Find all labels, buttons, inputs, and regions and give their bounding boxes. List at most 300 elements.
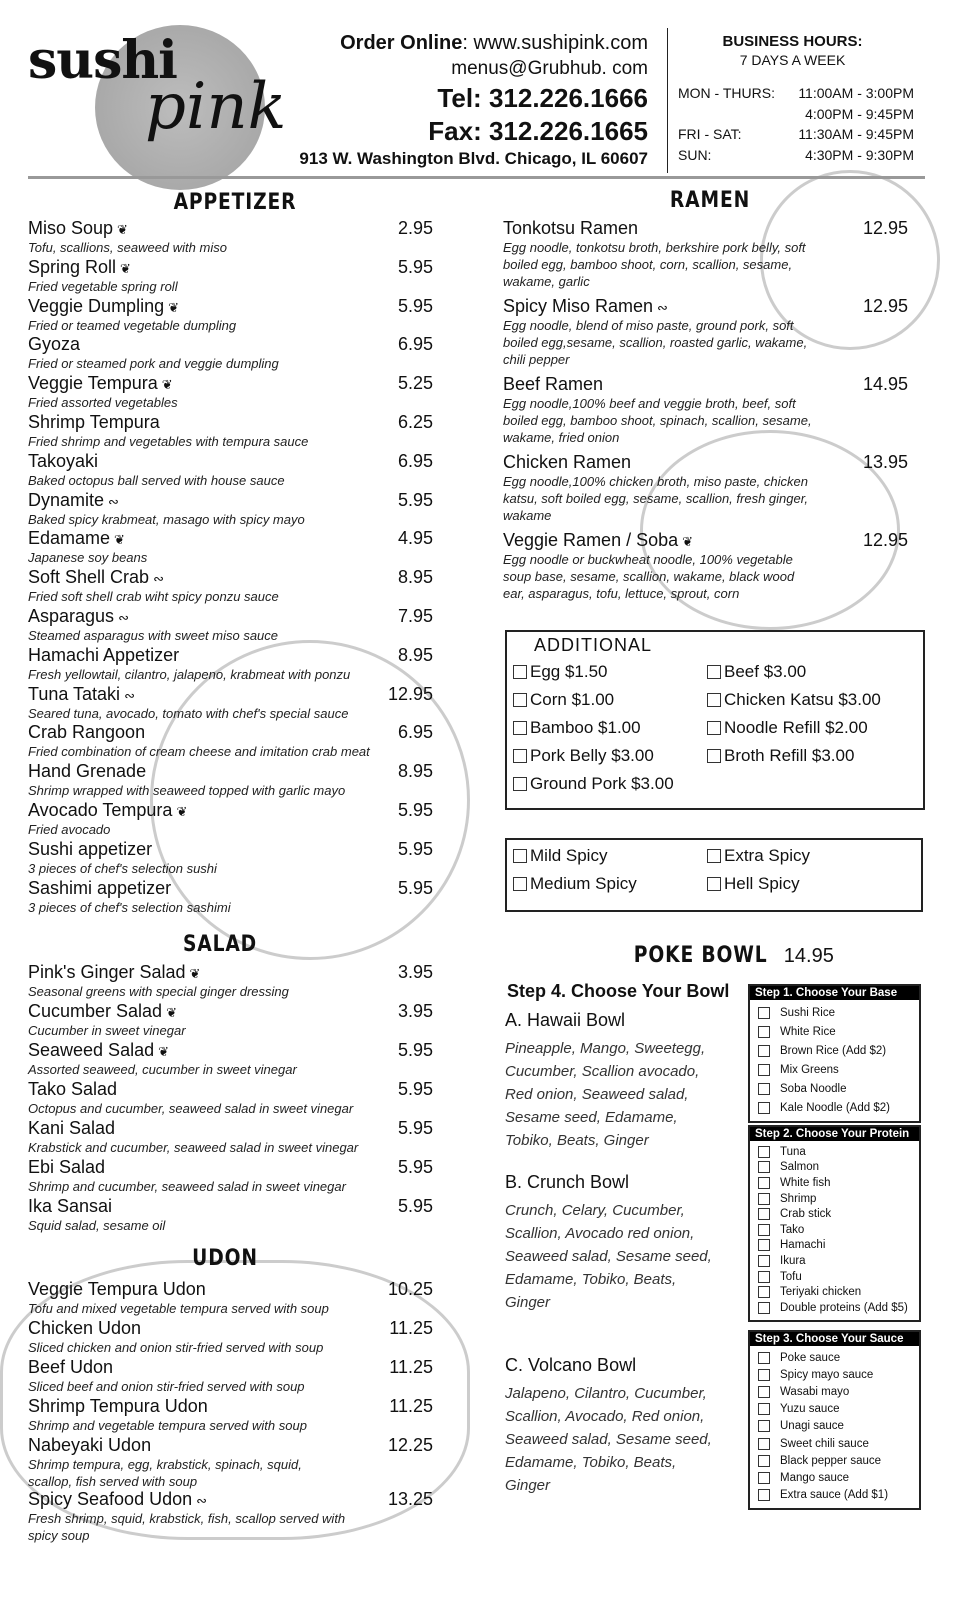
item-name: Shrimp Tempura Udon [28, 1396, 208, 1416]
step-option[interactable] [750, 1191, 919, 1207]
order-online-label: Order Online [340, 32, 463, 54]
bowl-option[interactable] [505, 1355, 712, 1497]
step-option-label: Tofu [780, 1270, 802, 1283]
bowl-ingredients: Ginger [505, 1477, 551, 1494]
bowl-ingredients: Crunch, Celary, Cucumber, [505, 1202, 685, 1219]
salad-title: SALAD [182, 932, 258, 957]
step-option-label: Shrimp [780, 1192, 817, 1205]
menu-item[interactable] [28, 1357, 433, 1395]
menu-item[interactable] [28, 528, 433, 566]
additional-option[interactable] [707, 718, 868, 738]
step-option-label: Extra sauce (Add $1) [780, 1489, 889, 1502]
checkbox[interactable] [758, 1386, 770, 1398]
item-price: 12.95 [387, 683, 433, 704]
step-option-label: Kale Noodle (Add $2) [780, 1101, 890, 1114]
menu-item[interactable] [28, 878, 433, 916]
item-description: Krabstick and cucumber, seaweed salad in sweet vinegar [28, 1140, 359, 1155]
step-option[interactable] [750, 1452, 919, 1469]
item-price: 5.25 [397, 373, 433, 394]
additional-title: ADDITIONAL [534, 635, 653, 655]
menu-item[interactable] [503, 374, 908, 446]
item-description: Egg noodle, tonkotsu broth, berkshire pork belly, soft boiled egg, bamboo shoot, corn, scallion, sesame, wakame, garlic [503, 240, 806, 289]
menu-item[interactable] [28, 257, 433, 295]
item-name: Shrimp Tempura [28, 412, 160, 432]
hours-row [678, 126, 914, 147]
item-description: Tofu, scallions, seaweed with miso [28, 240, 227, 255]
item-name: Nabeyaki Udon [28, 1435, 152, 1455]
item-description: Fried assorted vegetables [28, 395, 178, 411]
step-option[interactable] [750, 1041, 919, 1060]
additional-option-label: Egg $1.50 [530, 662, 608, 681]
step-option[interactable] [750, 1253, 919, 1269]
item-price: 12.25 [387, 1435, 433, 1455]
item-description: Shrimp tempura, egg, krabstick, spinach, squid, scallop, fish served with soup [28, 1457, 302, 1489]
item-price: 10.25 [387, 1279, 433, 1299]
item-name: Avocado Tempura ❦ [28, 800, 188, 820]
checkbox[interactable] [758, 1208, 770, 1220]
step-option[interactable] [750, 1175, 919, 1191]
item-price: 12.95 [862, 296, 908, 316]
leaf-icon: ❦ [166, 1005, 177, 1020]
bowl-ingredients: Cucumber, Scallion avocado, [505, 1063, 700, 1080]
item-price: 11.25 [389, 1396, 433, 1416]
item-name: Asparagus ∾ [28, 606, 129, 626]
step-option-label: Hamachi [780, 1239, 826, 1252]
item-description: Sliced chicken and onion stir-fried served with soup [28, 1340, 324, 1355]
logo-sushi: sushi [28, 30, 177, 91]
checkbox[interactable] [513, 849, 527, 863]
header-divider [667, 28, 668, 173]
leaf-icon: ❦ [120, 260, 131, 276]
item-description: Fried shrimp and vegetables with tempura sauce [28, 434, 309, 449]
additional-option-label: Bamboo $1.00 [530, 718, 641, 737]
checkbox[interactable] [758, 1045, 770, 1057]
leaf-icon: ❦ [682, 534, 694, 549]
order-online [340, 32, 648, 55]
item-name: Spring Roll ❦ [28, 256, 131, 277]
step-option-label: Salmon [780, 1161, 819, 1174]
additional-option-label: Beef $3.00 [724, 662, 807, 681]
menu-item[interactable] [28, 606, 433, 644]
hours-time: 11:00AM - 3:00PM [798, 85, 914, 101]
chili-pepper-icon: ∾ [657, 300, 668, 315]
step-option[interactable] [750, 1098, 919, 1117]
checkbox[interactable] [758, 1224, 770, 1236]
item-price: 2.95 [397, 218, 433, 238]
step-option-label: Black pepper sauce [780, 1454, 882, 1467]
step-title: Step 3. Choose Your Sauce [750, 1332, 919, 1346]
item-price: 3.95 [397, 1001, 433, 1021]
menu-item[interactable] [28, 218, 433, 256]
menu-item[interactable] [28, 1279, 433, 1317]
step-option-label: Sweet chili sauce [780, 1437, 869, 1450]
checkbox[interactable] [758, 1352, 770, 1364]
item-price: 7.95 [397, 606, 433, 626]
item-name: Crab Rangoon [28, 722, 146, 743]
item-description: Sliced beef and onion stir-fried served with soup [28, 1379, 305, 1394]
step-option[interactable] [750, 1003, 919, 1022]
item-description: Baked octopus ball served with house sauce [28, 472, 285, 488]
item-description: Assorted seaweed, cucumber in sweet vinegar [28, 1062, 297, 1077]
bowl-ingredients: Scallion, Avocado red onion, [505, 1225, 695, 1242]
checkbox[interactable] [707, 749, 721, 763]
item-description: Fried combination of cream cheese and imitation crab meat [28, 744, 370, 760]
hours-row [678, 85, 914, 106]
item-description: Fresh yellowtail, cilantro, jalapeno, krabmeat with ponzu [28, 666, 351, 682]
checkbox[interactable] [758, 1420, 770, 1432]
checkbox[interactable] [758, 1286, 770, 1298]
step-option[interactable] [750, 1487, 919, 1504]
checkbox[interactable] [707, 721, 721, 735]
bowl-name: B. Crunch Bowl [505, 1172, 630, 1192]
spice-option-label: Hell Spicy [724, 874, 800, 893]
checkbox[interactable] [513, 721, 527, 735]
menu-item[interactable] [28, 412, 433, 450]
additional-option[interactable] [513, 746, 654, 766]
chili-pepper-icon: ∾ [124, 687, 135, 703]
item-price: 6.95 [397, 722, 433, 743]
step-option[interactable] [750, 1366, 919, 1383]
hours-row [678, 106, 914, 127]
leaf-icon: ❦ [161, 377, 173, 393]
menu-item[interactable] [503, 218, 908, 290]
step-option[interactable] [750, 1160, 919, 1176]
step-option-label: Double proteins (Add $5) [780, 1301, 908, 1314]
item-name: Takoyaki [28, 450, 99, 471]
step-option-label: Mix Greens [780, 1063, 839, 1076]
item-description: 3 pieces of chef's selection sushi [28, 860, 217, 876]
item-name: Sushi appetizer [28, 838, 153, 859]
item-price: 5.95 [397, 800, 433, 820]
item-description: Octopus and cucumber, seaweed salad in sweet vinegar [28, 1101, 354, 1116]
item-price: 12.95 [862, 218, 908, 238]
poke-step-box [748, 984, 921, 1123]
menu-item[interactable] [28, 1001, 433, 1039]
menu-item[interactable] [28, 1435, 433, 1490]
item-name: Dynamite ∾ [28, 489, 119, 510]
additional-option-label: Corn $1.00 [530, 690, 615, 709]
checkbox[interactable] [758, 1064, 770, 1076]
checkbox[interactable] [758, 1438, 770, 1450]
item-name: Sashimi appetizer [28, 877, 172, 898]
hours-time: 4:00PM - 9:45PM [805, 105, 914, 122]
item-description: Seasonal greens with special ginger dressing [28, 984, 289, 999]
menu-item[interactable] [28, 645, 433, 683]
additional-option-label: Pork Belly $3.00 [530, 746, 654, 765]
item-price: 5.95 [397, 877, 433, 898]
item-name: Pink's Ginger Salad ❦ [28, 962, 201, 982]
step-option[interactable] [750, 1144, 919, 1160]
step-options [750, 1000, 919, 1121]
additional-option[interactable] [513, 718, 641, 738]
checkbox[interactable] [513, 693, 527, 707]
item-name: Gyoza [28, 334, 81, 355]
step-option-label: White fish [780, 1176, 831, 1189]
checkbox[interactable] [513, 877, 527, 891]
bowl-ingredients: Jalapeno, Cilantro, Cucumber, [505, 1385, 707, 1402]
menu-item[interactable] [28, 1396, 433, 1434]
menu-item[interactable] [28, 567, 433, 605]
menu-item[interactable] [28, 800, 433, 838]
item-price: 5.95 [397, 838, 433, 859]
spice-option-label: Medium Spicy [530, 874, 637, 893]
menu-item[interactable] [28, 1040, 433, 1078]
item-description: Squid salad, sesame oil [28, 1218, 166, 1233]
menu-item[interactable] [28, 1489, 433, 1544]
item-price: 5.95 [397, 295, 433, 316]
bowl-name: A. Hawaii Bowl [505, 1010, 626, 1030]
step-option[interactable] [750, 1435, 919, 1452]
leaf-icon: ❦ [158, 1044, 170, 1059]
spice-option-label: Mild Spicy [530, 846, 608, 865]
menu-item[interactable] [28, 451, 433, 489]
hours-day: FRI - SAT: [678, 126, 742, 142]
checkbox[interactable] [758, 1177, 770, 1189]
step-option[interactable] [750, 1060, 919, 1079]
item-price: 8.95 [397, 567, 433, 588]
additional-option[interactable] [513, 774, 674, 794]
spice-option[interactable] [513, 846, 607, 866]
leaf-icon: ❦ [168, 299, 179, 315]
additional-option-label: Broth Refill $3.00 [724, 746, 855, 765]
checkbox[interactable] [758, 1472, 770, 1484]
item-description: Egg noodle,100% chicken broth, miso paste, chicken katsu, soft boiled egg, sesame, scallion, fresh ginger, wakame [503, 474, 808, 523]
checkbox[interactable] [758, 1026, 770, 1038]
bowl-ingredients: Red onion, Seaweed salad, [505, 1086, 689, 1103]
poke-step-box [748, 1125, 921, 1322]
item-name: Soft Shell Crab ∾ [28, 567, 164, 588]
additional-option[interactable] [707, 662, 806, 682]
fax: Fax: 312.226.1665 [428, 116, 648, 146]
checkbox[interactable] [758, 1239, 770, 1251]
item-price: 12.95 [862, 530, 908, 550]
bowl-ingredients: Seaweed salad, Sesame seed, [505, 1431, 712, 1448]
item-description: Egg noodle, blend of miso paste, ground pork, soft boiled egg,sesame, scallion, roasted garlic, wakame, chili pepper [503, 318, 808, 367]
step-option[interactable] [750, 1349, 919, 1366]
header-rule [28, 176, 925, 179]
step-option[interactable] [750, 1401, 919, 1418]
hours-time: 4:30PM - 9:30PM [805, 146, 914, 163]
item-name: Veggie Ramen / Soba ❦ [503, 530, 694, 550]
chili-pepper-icon: ∾ [153, 571, 164, 587]
menu-item[interactable] [503, 296, 908, 368]
leaf-icon: ❦ [176, 804, 188, 819]
bowl-ingredients: Ginger [505, 1294, 551, 1311]
checkbox[interactable] [758, 1146, 770, 1158]
hours-day: MON - THURS: [678, 85, 775, 101]
chili-pepper-icon: ∾ [108, 493, 119, 509]
step-option-label: Tako [780, 1223, 805, 1236]
checkbox[interactable] [513, 749, 527, 763]
poke-bowl-heading [622, 943, 834, 968]
item-name: Tonkotsu Ramen [503, 218, 639, 238]
step-option-label: Soba Noodle [780, 1082, 847, 1095]
item-name: Veggie Dumpling ❦ [28, 295, 179, 316]
item-name: Beef Udon [28, 1357, 114, 1377]
bowl-name: C. Volcano Bowl [505, 1355, 637, 1375]
checkbox[interactable] [758, 1083, 770, 1095]
spice-option[interactable] [513, 874, 637, 894]
item-name: Tako Salad [28, 1079, 118, 1099]
bowl-option[interactable] [505, 1172, 712, 1314]
step4-title: Step 4. Choose Your Bowl [507, 981, 730, 1001]
poke-title: POKE BOWL [633, 943, 768, 968]
checkbox[interactable] [513, 665, 527, 679]
item-price: 11.25 [389, 1357, 433, 1377]
item-price: 13.25 [387, 1489, 433, 1509]
bowl-ingredients: Scallion, Avocado, Red onion, [505, 1408, 705, 1425]
step-option[interactable] [750, 1269, 919, 1285]
additional-option[interactable] [513, 690, 614, 710]
checkbox[interactable] [758, 1271, 770, 1283]
checkbox[interactable] [758, 1161, 770, 1173]
item-price: 4.95 [397, 528, 433, 549]
menu-item[interactable] [28, 684, 433, 722]
checkbox[interactable] [707, 665, 721, 679]
item-description: Steamed asparagus with sweet miso sauce [28, 628, 279, 643]
chili-pepper-icon: ∾ [118, 610, 129, 625]
checkbox[interactable] [758, 1102, 770, 1114]
additional-option[interactable] [707, 690, 881, 710]
checkbox[interactable] [758, 1193, 770, 1205]
menu-item[interactable] [28, 761, 433, 799]
step-option[interactable] [750, 1222, 919, 1238]
item-name: Cucumber Salad ❦ [28, 1001, 177, 1021]
item-description: Shrimp wrapped with seaweed topped with garlic mayo [28, 783, 346, 799]
item-name: Seaweed Salad ❦ [28, 1040, 170, 1060]
menu-item[interactable] [28, 1118, 433, 1156]
step-option-label: Poke sauce [780, 1351, 841, 1364]
menu-item[interactable] [28, 373, 433, 411]
bowl-option[interactable] [505, 1010, 705, 1152]
step-option-label: Teriyaki chicken [780, 1286, 862, 1299]
item-name: Hamachi Appetizer [28, 644, 180, 665]
checkbox[interactable] [758, 1455, 770, 1467]
spice-option-label: Extra Spicy [724, 846, 810, 865]
item-description: Baked spicy krabmeat, masago with spicy mayo [28, 511, 305, 527]
logo-pink: pink [145, 70, 287, 144]
step-option[interactable] [750, 1238, 919, 1254]
item-price: 5.95 [397, 1040, 433, 1060]
item-description: Shrimp and cucumber, seaweed salad in sweet vinegar [28, 1179, 346, 1194]
item-price: 13.95 [862, 452, 908, 472]
additional-option[interactable] [707, 746, 854, 766]
item-name: Chicken Udon [28, 1318, 142, 1338]
hours-day: SUN: [678, 146, 712, 163]
step-option[interactable] [750, 1079, 919, 1098]
step-option[interactable] [750, 1284, 919, 1300]
item-description: Fried soft shell crab wiht spicy ponzu sauce [28, 589, 279, 605]
item-description: Fried or steamed pork and veggie dumpling [28, 356, 279, 372]
item-name: Ebi Salad [28, 1157, 106, 1177]
checkbox[interactable] [707, 877, 721, 891]
menu-item[interactable] [28, 722, 433, 760]
item-price: 11.25 [389, 1318, 433, 1338]
menu-item[interactable] [28, 1157, 433, 1195]
bowl-ingredients: Seaweed salad, Sesame seed, [505, 1248, 712, 1265]
leaf-icon: ❦ [114, 532, 125, 548]
item-description: Fried avocado [28, 822, 111, 837]
item-price: 5.95 [397, 1196, 433, 1216]
spice-option[interactable] [707, 874, 800, 894]
item-name: Beef Ramen [503, 374, 604, 394]
checkbox[interactable] [707, 849, 721, 863]
step-option-label: Mango sauce [780, 1471, 850, 1484]
checkbox[interactable] [758, 1007, 770, 1019]
step-option-label: Tuna [780, 1145, 806, 1158]
step-option[interactable] [750, 1206, 919, 1222]
step-option[interactable] [750, 1418, 919, 1435]
appetizer-title: APPETIZER [173, 190, 297, 215]
checkbox[interactable] [758, 1403, 770, 1415]
bowl-ingredients: Edamame, Tobiko, Beats, [505, 1271, 677, 1288]
step-option-label: White Rice [780, 1025, 836, 1038]
checkbox[interactable] [758, 1489, 770, 1501]
item-price: 5.95 [397, 489, 433, 510]
item-price: 5.95 [397, 1079, 433, 1099]
spice-option[interactable] [707, 846, 810, 866]
menu-item[interactable] [28, 1079, 433, 1117]
menu-item[interactable] [28, 334, 433, 372]
menu-item[interactable] [503, 452, 908, 524]
item-description: Fried or teamed vegetable dumpling [28, 317, 237, 333]
menu-item[interactable] [28, 1196, 433, 1234]
step-option[interactable] [750, 1469, 919, 1486]
step-option-label: Unagi sauce [780, 1420, 844, 1433]
menu-item[interactable] [28, 490, 433, 528]
checkbox[interactable] [707, 693, 721, 707]
additional-option[interactable] [513, 662, 608, 682]
chili-pepper-icon: ∾ [196, 1493, 208, 1508]
hours-title: BUSINESS HOURS: [722, 33, 863, 50]
additional-box [505, 630, 925, 810]
item-name: Hand Grenade [28, 761, 147, 782]
menu-item[interactable] [28, 839, 433, 877]
menu-item[interactable] [28, 296, 433, 334]
email[interactable]: menus@Grubhub. com [451, 58, 648, 79]
step-option[interactable] [750, 1383, 919, 1400]
menu-item[interactable] [28, 1318, 433, 1356]
checkbox[interactable] [513, 777, 527, 791]
checkbox[interactable] [758, 1369, 770, 1381]
step-option-label: Crab stick [780, 1208, 832, 1221]
order-url[interactable]: : www.sushipink.com [462, 32, 648, 54]
item-price: 5.95 [397, 256, 433, 277]
item-price: 5.95 [397, 1118, 433, 1138]
step-title: Step 1. Choose Your Base [750, 986, 919, 1000]
menu-item[interactable] [28, 962, 433, 1000]
step-option[interactable] [750, 1022, 919, 1041]
item-name: Veggie Tempura Udon [28, 1279, 206, 1299]
item-name: Kani Salad [28, 1118, 116, 1138]
step-option-label: Yuzu sauce [780, 1403, 840, 1416]
address: 913 W. Washington Blvd. Chicago, IL 60607 [299, 149, 648, 168]
item-price: 5.95 [397, 1157, 433, 1177]
hours-time: 11:30AM - 9:45PM [798, 126, 914, 142]
checkbox[interactable] [758, 1255, 770, 1267]
menu-item[interactable] [503, 530, 908, 602]
item-description: Egg noodle or buckwheat noodle, 100% vegetable soup base, sesame, scallion, wakame, black wood ear, asparagus, tofu, lettuce, sprout, corn [503, 552, 795, 601]
bowl-ingredients: Edamame, Tobiko, Beats, [505, 1454, 677, 1471]
hours-row [678, 147, 914, 168]
item-description: Cucumber in sweet vinegar [28, 1023, 186, 1038]
additional-option-label: Chicken Katsu $3.00 [724, 690, 881, 709]
item-name: Edamame ❦ [28, 528, 125, 549]
item-price: 14.95 [862, 374, 908, 394]
item-price: 6.95 [397, 334, 433, 355]
step-option[interactable] [750, 1300, 919, 1316]
checkbox[interactable] [758, 1302, 770, 1314]
